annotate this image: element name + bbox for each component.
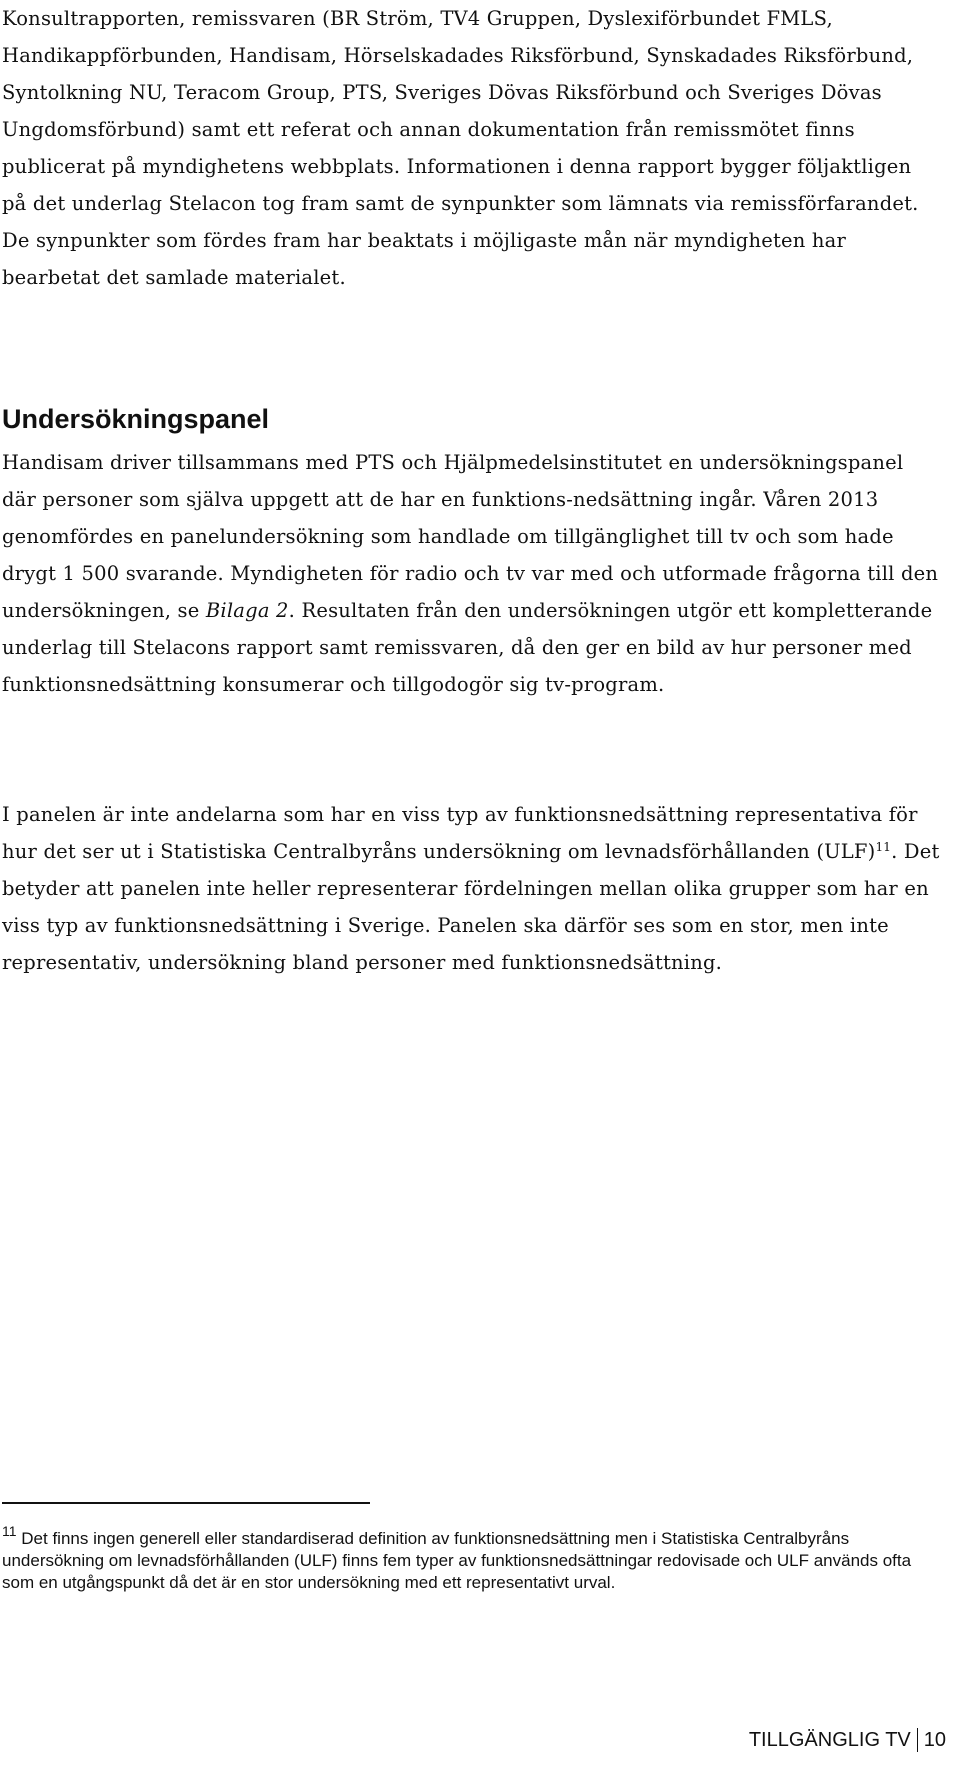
representation-text-part1: I panelen är inte andelarna som har en viss typ av funktionsnedsättning representativa för hur det ser ut i Statistiska Centralbyråns undersökning om levnadsförhållanden (ULF) (2, 803, 918, 863)
footnote-reference: 11 (875, 840, 892, 854)
panel-text-part1: Handisam driver tillsammans med PTS och Hjälpmedelsinstitutet en undersökningspanel där personer som själva uppgett att de har en funktions-nedsättning ingår. Våren 2013 genomfördes en panelundersökning som handlade om tillgänglighet till tv och som hade drygt 1 500 svarande. Myndigheten för radio och tv var med och utformade frågorna till den undersökningen, se (2, 451, 939, 622)
panel-text-part2: . Resultaten från den undersökningen utgör ett kompletterande underlag till Stelacons rapport samt remissvaren, då den ger en bild av hur personer med funktionsnedsättning konsumerar och tillgodogör sig tv-program. (2, 599, 933, 696)
footnote (2, 1523, 942, 1594)
footer-title: TILLGÄNGLIG TV (748, 1729, 911, 1751)
footnote-text: Det finns ingen generell eller standardiserad definition av funktionsnedsättning men i Statistiska Centralbyråns undersökning om levnadsförhållanden (ULF) finns fem typer av funktionsnedsättningar redovisade och ULF används ofta som en utgångspunkt då det är en stor undersökning med ett representativt urval. (2, 1529, 912, 1592)
footnote-number: 11 (2, 1523, 17, 1539)
page-number: 10 (923, 1729, 946, 1751)
appendix-reference: Bilaga 2 (205, 599, 289, 622)
section-heading: Undersökningspanel (2, 404, 270, 434)
footer-divider (917, 1728, 918, 1752)
representation-text-part2: . Det betyder att panelen inte heller representerar fördelningen mellan olika grupper som har en viss typ av funktionsnedsättning i Sverige. Panelen ska därför ses som en stor, men inte representativ, undersökning bland personer med funktionsnedsättning. (2, 840, 940, 974)
representation-paragraph (2, 796, 942, 981)
footnote-separator (2, 1502, 370, 1504)
page-footer (749, 1728, 946, 1752)
intro-paragraph: Konsultrapporten, remissvaren (BR Ström, TV4 Gruppen, Dyslexiförbundet FMLS, Handikappförbunden, Handisam, Hörselskadades Riksförbund, Synskadades Riksförbund, Syntolkning NU, Teracom Group, PTS, Sveriges Dövas Riksförbund och Sveriges Dövas Ungdomsförbund) samt ett referat och annan dokumentation från remissmötet finns publicerat på myndighetens webbplats. Informationen i denna rapport bygger följaktligen på det underlag Stelacon tog fram samt de synpunkter som lämnats via remissförfarandet. De synpunkter som fördes fram har beaktats i möjligaste mån när myndigheten har bearbetat det samlade materialet. (2, 7, 919, 289)
panel-paragraph (2, 444, 942, 703)
